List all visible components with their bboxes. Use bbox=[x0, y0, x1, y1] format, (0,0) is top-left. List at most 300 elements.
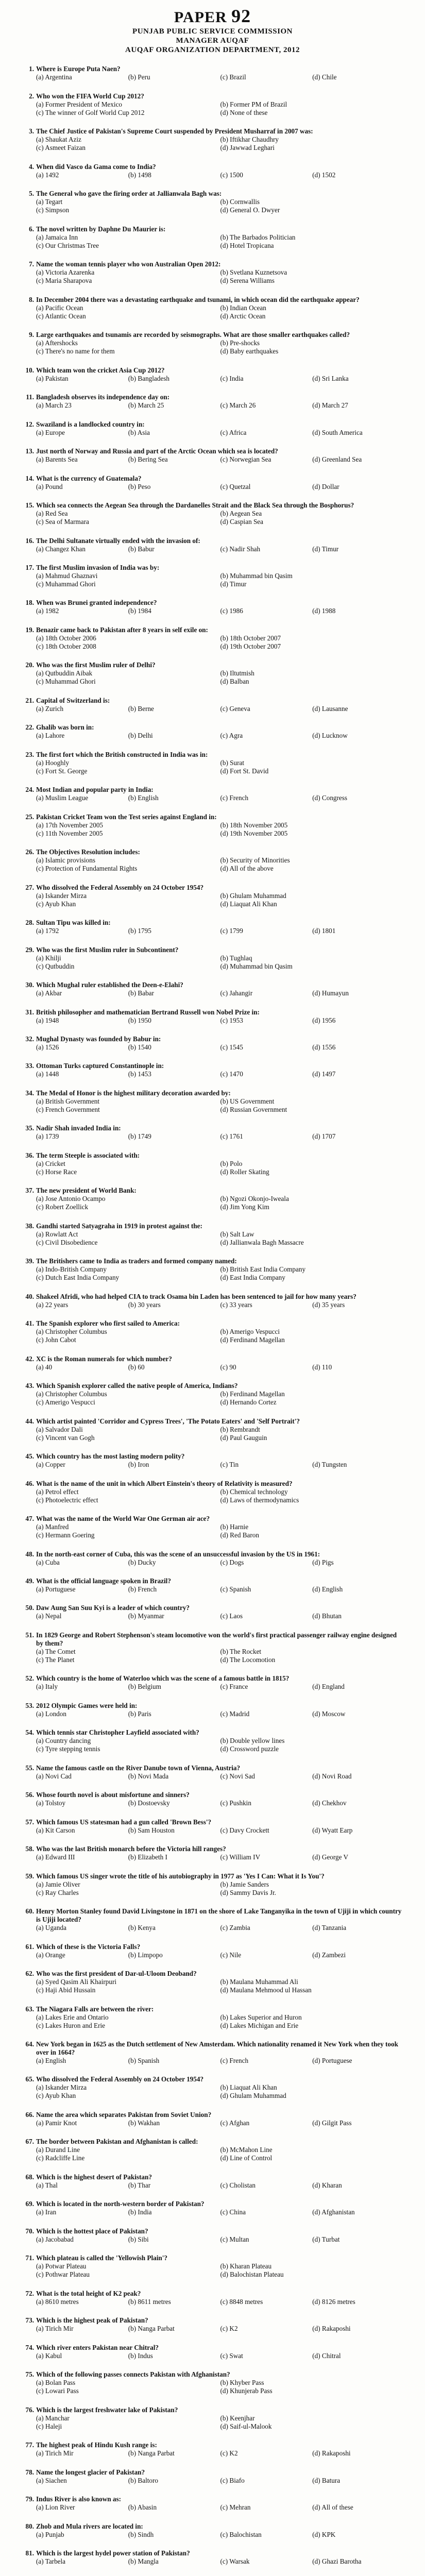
question-item bbox=[21, 2290, 404, 2306]
answer-option: (a) Mahmud Ghaznavi bbox=[36, 571, 98, 580]
answer-option: (a) 40 bbox=[36, 1363, 53, 1371]
question-text: The new president of World Bank: bbox=[36, 1187, 137, 1195]
question-number: 3. bbox=[29, 127, 34, 135]
answer-options bbox=[21, 2449, 404, 2458]
answer-option: (d) Timur bbox=[220, 580, 247, 588]
question-text: The Medal of Honor is the highest military decoration awarded by: bbox=[36, 1089, 231, 1097]
answer-option: (c) Agra bbox=[220, 732, 243, 740]
answer-option: (b) Belgium bbox=[128, 1683, 161, 1691]
question-row bbox=[21, 1124, 404, 1132]
paper-number: 92 bbox=[231, 6, 251, 26]
answer-option: (c) The winner of Golf World Cup 2012 bbox=[36, 108, 145, 116]
question-item bbox=[21, 2468, 404, 2485]
question-number: 57. bbox=[25, 1818, 34, 1826]
question-row bbox=[21, 127, 404, 135]
question-row bbox=[21, 393, 404, 401]
answer-options bbox=[21, 1585, 404, 1594]
question-number: 50. bbox=[25, 1604, 34, 1612]
answer-option: (c) 1545 bbox=[220, 1043, 243, 1051]
answer-options bbox=[21, 1488, 404, 1504]
answer-option: (c) Dutch East India Company bbox=[36, 1274, 120, 1282]
answer-option: (a) Petrol effect bbox=[36, 1487, 79, 1496]
question-text: Indus River is also known as: bbox=[36, 2495, 122, 2503]
question-number: 21. bbox=[25, 696, 34, 704]
question-text: When did Vasco da Gama come to India? bbox=[36, 162, 156, 171]
answer-option: (d) Gilgit Pass bbox=[312, 2119, 352, 2127]
question-row bbox=[21, 884, 404, 892]
answer-options bbox=[21, 1301, 404, 1309]
question-row bbox=[21, 2290, 404, 2298]
answer-options bbox=[21, 304, 404, 320]
answer-option: (b) Bangladesh bbox=[128, 374, 169, 382]
question-row bbox=[21, 2254, 404, 2262]
answer-option: (c) K2 bbox=[220, 2325, 238, 2333]
question-item bbox=[21, 1550, 404, 1567]
answer-option: (a) 1448 bbox=[36, 1070, 59, 1078]
answer-option: (c) Zambia bbox=[220, 1924, 250, 1932]
answer-options bbox=[21, 2557, 404, 2566]
question-text: Which Mughal ruler established the Deen-e-Elahi? bbox=[36, 981, 183, 989]
question-row bbox=[21, 2441, 404, 2449]
question-row bbox=[21, 1355, 404, 1363]
answer-options bbox=[21, 856, 404, 873]
answer-options bbox=[21, 2146, 404, 2162]
answer-option: (c) Hermann Goering bbox=[36, 1531, 95, 1539]
answer-options bbox=[21, 171, 404, 179]
question-row bbox=[21, 2111, 404, 2119]
question-number: 31. bbox=[25, 1008, 34, 1016]
answer-option: (c) Ray Charles bbox=[36, 1888, 79, 1896]
answer-option: (c) Lowari Pass bbox=[36, 2387, 79, 2395]
question-text: Which famous US statesman had a gun called 'Brown Bess'? bbox=[36, 1818, 212, 1826]
question-text: Name the famous castle on the River Danube town of Vienna, Austria? bbox=[36, 1764, 241, 1772]
answer-option: (b) 60 bbox=[128, 1363, 145, 1371]
answer-option: (d) Wyatt Earp bbox=[312, 1826, 353, 1834]
answer-options bbox=[21, 2235, 404, 2244]
answer-option: (d) KPK bbox=[312, 2530, 336, 2538]
answer-option: (d) Ghulam Muhammad bbox=[220, 2092, 286, 2100]
answer-option: (d) Novi Road bbox=[312, 1772, 352, 1780]
question-text: Which team won the cricket Asia Cup 2012? bbox=[36, 366, 165, 374]
question-number: 76. bbox=[25, 2405, 34, 2414]
answer-option: (c) Robert Zoellick bbox=[36, 1203, 89, 1211]
answer-option: (b) Svetlana Kuznetsova bbox=[220, 268, 287, 277]
question-text: Mughal Dynasty was founded by Babur in: bbox=[36, 1035, 161, 1043]
answer-option: (b) McMahon Line bbox=[220, 2146, 273, 2154]
question-item bbox=[21, 2549, 404, 2566]
answer-options bbox=[21, 1426, 404, 1442]
answer-option: (c) Photoelectric effect bbox=[36, 1496, 98, 1504]
answer-option: (c) The Planet bbox=[36, 1655, 75, 1664]
answer-option: (d) Kharan bbox=[312, 2181, 342, 2189]
question-number: 74. bbox=[25, 2343, 34, 2351]
answer-option: (d) Tungsten bbox=[312, 1461, 347, 1469]
question-row bbox=[21, 1089, 404, 1097]
question-text: What is the total height of K2 peak? bbox=[36, 2289, 141, 2297]
answer-option: (a) Copper bbox=[36, 1461, 65, 1469]
question-text: 2012 Olympic Games were held in: bbox=[36, 1701, 138, 1709]
question-item bbox=[21, 661, 404, 686]
question-number: 40. bbox=[25, 1292, 34, 1300]
answer-option: (d) Congress bbox=[312, 794, 348, 802]
answer-option: (b) Muhammad bin Qasim bbox=[220, 571, 293, 580]
question-text: Who was the first president of Dar-ul-Uloom Deoband? bbox=[36, 1970, 197, 1978]
answer-option: (b) Elizabeth I bbox=[128, 1853, 167, 1861]
answer-option: (c) Ayub Khan bbox=[36, 2092, 76, 2100]
paper-header bbox=[21, 5, 404, 55]
answer-option: (d) Ghazi Barotha bbox=[312, 2557, 362, 2565]
question-text: In the north-east corner of Cuba, this was the scene of an unsuccessful invasion by the US in 1961: bbox=[36, 1550, 320, 1558]
answer-option: (b) Keenjhar bbox=[220, 2414, 255, 2422]
question-text: Ottoman Turks captured Constantinople in: bbox=[36, 1062, 164, 1070]
question-number: 19. bbox=[25, 625, 34, 634]
answer-option: (a) Victoria Azarenka bbox=[36, 268, 95, 277]
answer-option: (d) Saif-ul-Malook bbox=[220, 2422, 272, 2430]
answer-option: (a) The Comet bbox=[36, 1647, 76, 1655]
question-text: In December 2004 there was a devastating earthquake and tsunami, in which ocean did the earthquake appear? bbox=[36, 295, 360, 303]
answer-option: (d) Line of Control bbox=[220, 2154, 273, 2162]
answer-option: (b) Dostoevsky bbox=[128, 1799, 170, 1807]
answer-option: (b) 1498 bbox=[128, 171, 151, 179]
answer-option: (a) Rowlatt Act bbox=[36, 1230, 78, 1238]
question-text: Which is the highest peak of Pakistan? bbox=[36, 2316, 148, 2325]
answer-option: (d) George V bbox=[312, 1853, 349, 1861]
question-item bbox=[21, 564, 404, 588]
answer-option: (c) 11th November 2005 bbox=[36, 829, 103, 837]
answer-option: (a) London bbox=[36, 1709, 66, 1718]
answer-option: (a) Khilji bbox=[36, 954, 61, 962]
answer-option: (d) 1502 bbox=[312, 171, 336, 179]
answer-option: (d) 19th November 2005 bbox=[220, 829, 288, 837]
answer-option: (b) 1795 bbox=[128, 927, 151, 935]
answer-option: (b) Sibi bbox=[128, 2235, 149, 2243]
answer-option: (b) India bbox=[128, 2208, 152, 2216]
question-row bbox=[21, 501, 404, 510]
answer-option: (d) Paul Gauguin bbox=[220, 1433, 267, 1442]
answer-option: (c) Horse Race bbox=[36, 1167, 77, 1176]
answer-options bbox=[21, 989, 404, 997]
answer-options bbox=[21, 1016, 404, 1025]
question-number: 28. bbox=[25, 919, 34, 927]
answer-option: (a) Country dancing bbox=[36, 1737, 91, 1745]
question-number: 8. bbox=[29, 295, 34, 303]
answer-option: (d) Moscow bbox=[312, 1709, 346, 1718]
question-item bbox=[21, 723, 404, 740]
answer-option: (b) Baltoro bbox=[128, 2476, 158, 2484]
question-number: 48. bbox=[25, 1550, 34, 1558]
answer-options bbox=[21, 2013, 404, 2030]
answer-option: (d) Roller Skating bbox=[220, 1167, 269, 1176]
question-item bbox=[21, 2227, 404, 2244]
answer-option: (a) Bolan Pass bbox=[36, 2379, 76, 2387]
answer-option: (d) All of the above bbox=[220, 865, 274, 873]
answer-option: (d) Rakaposhi bbox=[312, 2449, 351, 2458]
answer-options bbox=[21, 1612, 404, 1620]
answer-option: (b) Tughlaq bbox=[220, 954, 252, 962]
answer-option: (c) Multan bbox=[220, 2235, 249, 2243]
question-row bbox=[21, 92, 404, 100]
answer-option: (b) Sindh bbox=[128, 2530, 154, 2538]
answer-option: (c) India bbox=[220, 374, 244, 382]
question-text: Which country has the most lasting modern polity? bbox=[36, 1452, 185, 1461]
question-text: Name the woman tennis player who won Australian Open 2012: bbox=[36, 260, 221, 268]
question-text: Benazir came back to Pakistan after 8 years in self exile on: bbox=[36, 625, 208, 634]
question-item bbox=[21, 697, 404, 713]
question-number: 38. bbox=[25, 1222, 34, 1230]
answer-options bbox=[21, 1043, 404, 1052]
answer-option: (a) Changez Khan bbox=[36, 545, 86, 553]
answer-option: (a) Jacobabad bbox=[36, 2235, 74, 2243]
answer-option: (c) Afghan bbox=[220, 2119, 250, 2127]
answer-option: (b) Jamie Sanders bbox=[220, 1880, 269, 1888]
answer-options bbox=[21, 429, 404, 437]
answer-option: (c) 8848 metres bbox=[220, 2297, 263, 2306]
question-text: Bangladesh observes its independence day on: bbox=[36, 393, 170, 401]
question-number: 25. bbox=[25, 812, 34, 821]
question-row bbox=[21, 366, 404, 375]
answer-option: (c) 90 bbox=[220, 1363, 236, 1371]
answer-option: (a) Jamie Oliver bbox=[36, 1880, 80, 1888]
answer-options bbox=[21, 1826, 404, 1835]
question-number: 60. bbox=[25, 1907, 34, 1916]
question-text: Which is the hottest place of Pakistan? bbox=[36, 2227, 148, 2235]
question-row bbox=[21, 981, 404, 989]
answer-option: (d) Arctic Ocean bbox=[220, 312, 266, 320]
answer-option: (a) Iskander Mirza bbox=[36, 2083, 87, 2092]
answer-options bbox=[21, 794, 404, 802]
answer-option: (c) Novi Sad bbox=[220, 1772, 255, 1780]
answer-option: (c) China bbox=[220, 2208, 246, 2216]
question-row bbox=[21, 1872, 404, 1880]
question-number: 51. bbox=[25, 1631, 34, 1639]
answer-options bbox=[21, 821, 404, 838]
answer-option: (a) Pound bbox=[36, 482, 63, 490]
question-item bbox=[21, 599, 404, 615]
question-number: 59. bbox=[25, 1872, 34, 1880]
answer-option: (c) Tin bbox=[220, 1461, 239, 1469]
answer-option: (c) There's no name for them bbox=[36, 347, 115, 355]
answer-option: (d) Sammy Davis Jr. bbox=[220, 1888, 276, 1896]
question-row bbox=[21, 2549, 404, 2557]
question-item bbox=[21, 2344, 404, 2360]
answer-option: (b) Polo bbox=[220, 1159, 243, 1167]
question-item bbox=[21, 626, 404, 651]
answer-option: (c) Our Christmas Tree bbox=[36, 241, 99, 249]
question-number: 47. bbox=[25, 1515, 34, 1523]
question-number: 35. bbox=[25, 1124, 34, 1132]
question-text: Which of these is the Victoria Falls? bbox=[36, 1942, 141, 1951]
question-number: 13. bbox=[25, 447, 34, 455]
answer-option: (c) Radcliffe Line bbox=[36, 2154, 85, 2162]
answer-options bbox=[21, 1160, 404, 1176]
answer-options bbox=[21, 73, 404, 81]
answer-option: (c) Fort St. George bbox=[36, 767, 88, 775]
answer-option: (c) 1470 bbox=[220, 1070, 243, 1078]
answer-option: (d) Balban bbox=[220, 677, 249, 686]
question-item bbox=[21, 1791, 404, 1807]
question-item bbox=[21, 163, 404, 179]
question-item bbox=[21, 884, 404, 908]
answer-option: (b) Mangla bbox=[128, 2557, 159, 2565]
answer-option: (c) Quetzal bbox=[220, 482, 251, 490]
answer-option: (d) Sri Lanka bbox=[312, 374, 349, 382]
question-text: The Spanish explorer who first sailed to America: bbox=[36, 1319, 180, 1328]
answer-option: (c) John Cabot bbox=[36, 1336, 76, 1344]
answer-option: (a) Muslim League bbox=[36, 794, 89, 802]
answer-option: (b) Spanish bbox=[128, 2057, 160, 2064]
answer-option: (a) Zurich bbox=[36, 704, 64, 713]
question-row bbox=[21, 1452, 404, 1461]
question-item bbox=[21, 1089, 404, 1114]
answer-option: (a) March 23 bbox=[36, 401, 72, 410]
question-text: Which is the largest freshwater lake of Pakistan? bbox=[36, 2405, 178, 2414]
answer-option: (a) 18th October 2006 bbox=[36, 634, 96, 642]
question-row bbox=[21, 626, 404, 634]
answer-option: (c) Tyre stepping tennis bbox=[36, 1745, 100, 1753]
question-row bbox=[21, 1382, 404, 1390]
answer-option: (a) Jamaica Inn bbox=[36, 233, 78, 241]
question-row bbox=[21, 1728, 404, 1737]
answer-option: (b) Ferdinand Magellan bbox=[220, 1390, 285, 1398]
answer-option: (c) 1986 bbox=[220, 607, 243, 615]
question-number: 18. bbox=[25, 599, 34, 607]
question-row bbox=[21, 848, 404, 856]
question-text: What was the name of the World War One German air ace? bbox=[36, 1515, 210, 1523]
answer-option: (b) Peso bbox=[128, 482, 151, 490]
answer-option: (c) Sea of Marmara bbox=[36, 518, 89, 526]
answer-options bbox=[21, 2083, 404, 2100]
answer-options bbox=[21, 1710, 404, 1718]
question-row bbox=[21, 65, 404, 73]
answer-option: (b) The Barbados Politician bbox=[220, 233, 296, 241]
question-number: 30. bbox=[25, 981, 34, 989]
answer-option: (d) Jallianwala Bagh Massacre bbox=[220, 1238, 304, 1246]
answer-options bbox=[21, 1363, 404, 1371]
answer-option: (b) Wakhan bbox=[128, 2119, 160, 2127]
answer-option: (c) 1953 bbox=[220, 1016, 243, 1024]
answer-option: (b) Iron bbox=[128, 1461, 149, 1469]
answer-option: (d) Jawwad Leghari bbox=[220, 144, 275, 152]
question-row bbox=[21, 2406, 404, 2414]
question-text: Which tennis star Christopher Layfield associated with? bbox=[36, 1728, 199, 1737]
answer-option: (b) Iftikhar Chaudhry bbox=[220, 135, 279, 144]
answer-option: (c) William IV bbox=[220, 1853, 261, 1861]
question-number: 2. bbox=[29, 92, 34, 100]
question-text: Who dissolved the Federal Assembly on 24 October 1954? bbox=[36, 2075, 204, 2083]
answer-option: (a) English bbox=[36, 2057, 66, 2064]
answer-option: (d) Liaquat Ali Khan bbox=[220, 900, 277, 908]
answer-option: (b) 1453 bbox=[128, 1070, 151, 1078]
answer-option: (c) Muhammad Ghori bbox=[36, 580, 96, 588]
question-row bbox=[21, 723, 404, 732]
commission-name: PUNJAB PUBLIC SERVICE COMMISSION bbox=[132, 27, 293, 36]
question-number: 46. bbox=[25, 1479, 34, 1487]
question-item bbox=[21, 296, 404, 320]
question-text: Which is the largest hydel power station of Pakistan? bbox=[36, 2549, 190, 2557]
answer-option: (c) Haleji bbox=[36, 2422, 62, 2430]
answer-option: (c) Amerigo Vespucci bbox=[36, 1398, 95, 1406]
question-text: British philosopher and mathematician Bertrand Russell won Nobel Prize in: bbox=[36, 1008, 260, 1016]
answer-option: (d) Muhammad bin Qasim bbox=[220, 962, 293, 970]
question-row bbox=[21, 786, 404, 794]
answer-option: (c) Qutbuddin bbox=[36, 962, 75, 970]
question-number: 55. bbox=[25, 1764, 34, 1772]
question-item bbox=[21, 420, 404, 437]
question-text: Shakeel Afridi, who had helped CIA to track Osama bin Laden has been sentenced to jail for how many years? bbox=[36, 1292, 356, 1300]
answer-options bbox=[21, 705, 404, 713]
question-number: 49. bbox=[25, 1577, 34, 1585]
answer-option: (c) Lakes Huron and Erie bbox=[36, 2021, 106, 2029]
question-item bbox=[21, 474, 404, 491]
question-item bbox=[21, 1845, 404, 1861]
answer-option: (d) Crossword puzzle bbox=[220, 1745, 279, 1753]
answer-options bbox=[21, 2503, 404, 2512]
answer-option: (c) Warsak bbox=[220, 2557, 250, 2565]
answer-options bbox=[21, 1880, 404, 1897]
answer-option: (c) Davy Crockett bbox=[220, 1826, 269, 1834]
answer-option: (a) Punjab bbox=[36, 2530, 64, 2538]
question-row bbox=[21, 751, 404, 759]
question-text: Which is located in the north-western border of Pakistan? bbox=[36, 2200, 205, 2208]
question-text: The General who gave the firing order at Jallianwala Bagh was: bbox=[36, 190, 222, 198]
answer-option: (c) K2 bbox=[220, 2449, 238, 2458]
question-item bbox=[21, 2173, 404, 2190]
answer-option: (a) 1526 bbox=[36, 1043, 59, 1051]
answer-options bbox=[21, 1195, 404, 1211]
answer-options bbox=[21, 135, 404, 152]
answer-option: (a) 1948 bbox=[36, 1016, 59, 1024]
answer-option: (c) Swat bbox=[220, 2351, 243, 2360]
answer-option: (b) Kharan Plateau bbox=[220, 2262, 272, 2270]
answer-option: (d) The Locomotion bbox=[220, 1655, 276, 1664]
answer-options bbox=[21, 2352, 404, 2360]
question-item bbox=[21, 447, 404, 464]
question-row bbox=[21, 697, 404, 705]
question-item bbox=[21, 1577, 404, 1594]
question-item bbox=[21, 92, 404, 117]
answer-option: (a) Pakistan bbox=[36, 374, 69, 382]
answer-option: (a) Tarbela bbox=[36, 2557, 66, 2565]
answer-option: (c) Biafo bbox=[220, 2476, 245, 2484]
question-text: Who was the last British monarch before the Victoria hill ranges? bbox=[36, 1845, 226, 1853]
answer-option: (c) Atlantic Ocean bbox=[36, 312, 86, 320]
answer-option: (b) March 25 bbox=[128, 401, 164, 410]
answer-option: (a) British Government bbox=[36, 1097, 100, 1105]
answer-option: (c) Geneva bbox=[220, 704, 250, 713]
question-item bbox=[21, 981, 404, 997]
question-text: When was Brunei granted independence? bbox=[36, 599, 157, 607]
question-item bbox=[21, 366, 404, 383]
answer-option: (b) 1984 bbox=[128, 607, 151, 615]
answer-option: (b) Ducky bbox=[128, 1558, 156, 1566]
answer-option: (a) Salvador Dali bbox=[36, 1425, 83, 1433]
answer-options bbox=[21, 1265, 404, 1282]
question-number: 36. bbox=[25, 1151, 34, 1159]
answer-option: (c) 33 years bbox=[220, 1300, 252, 1309]
answer-options bbox=[21, 455, 404, 464]
question-number: 81. bbox=[25, 2549, 34, 2557]
question-text: Name the area which separates Pakistan from Soviet Union? bbox=[36, 2110, 212, 2119]
question-item bbox=[21, 2040, 404, 2065]
question-item bbox=[21, 1480, 404, 1504]
question-number: 45. bbox=[25, 1452, 34, 1461]
answer-option: (a) Uganda bbox=[36, 1924, 66, 1932]
question-row bbox=[21, 2040, 404, 2057]
question-row bbox=[21, 946, 404, 954]
question-text: Large earthquakes and tsunamis are recorded by seismographs. What are those smaller earthquakes called? bbox=[36, 331, 350, 339]
question-text: Daw Aung San Suu Kyi is a leader of which country? bbox=[36, 1604, 190, 1612]
question-item bbox=[21, 946, 404, 971]
